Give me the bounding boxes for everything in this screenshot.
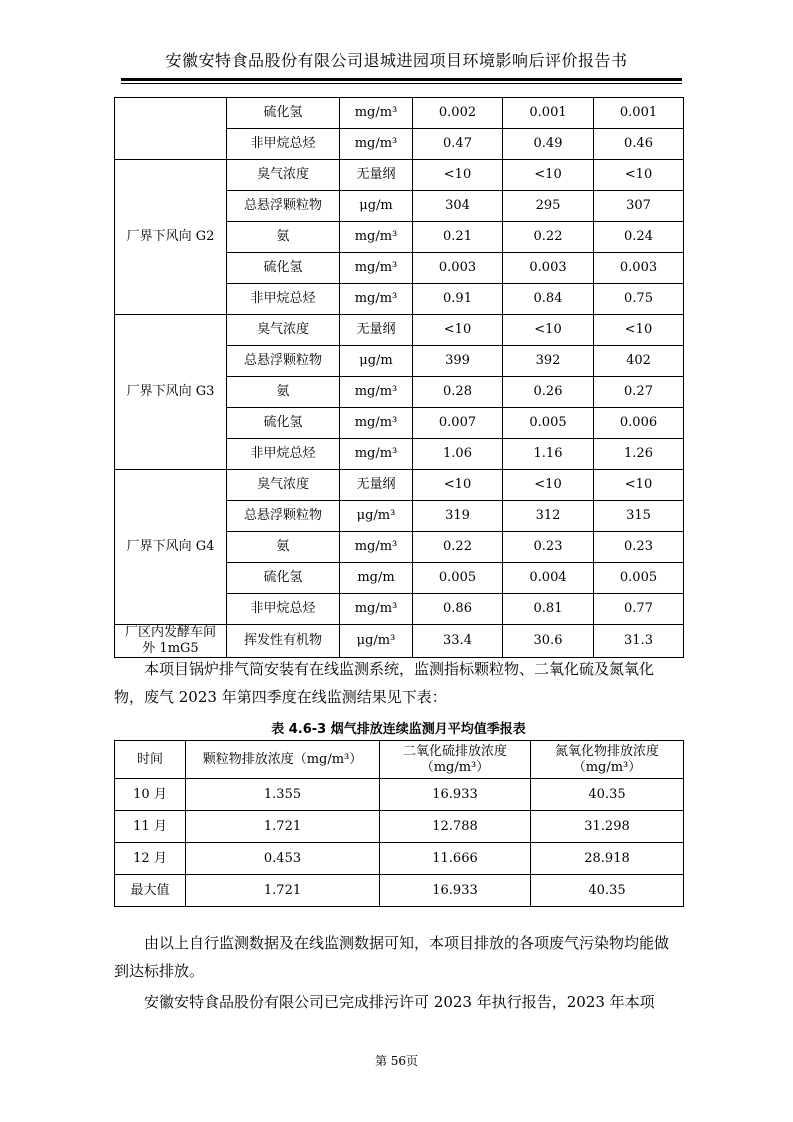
cell-v2: 0.005 bbox=[503, 408, 594, 439]
cell-v1: <10 bbox=[413, 160, 503, 191]
cell-v2: <10 bbox=[503, 160, 594, 191]
cell-item: 氨 bbox=[227, 532, 340, 563]
cell-item: 氨 bbox=[227, 377, 340, 408]
header-so2 bbox=[380, 741, 531, 779]
cell-unit: 无量纲 bbox=[340, 470, 413, 501]
cell-time: 最大值 bbox=[115, 875, 186, 907]
location-cell bbox=[115, 98, 227, 160]
table-row bbox=[115, 843, 684, 875]
cell-v3: 0.27 bbox=[594, 377, 684, 408]
cell-nox: 31.298 bbox=[531, 811, 684, 843]
cell-so2: 12.788 bbox=[380, 811, 531, 843]
cell-item: 非甲烷总烃 bbox=[227, 284, 340, 315]
cell-v1: 0.002 bbox=[413, 98, 503, 129]
cell-v3: 402 bbox=[594, 346, 684, 377]
cell-item: 硫化氢 bbox=[227, 98, 340, 129]
cell-v3: 315 bbox=[594, 501, 684, 532]
cell-unit: mg/m³ bbox=[340, 253, 413, 284]
cell-v2: 295 bbox=[503, 191, 594, 222]
cell-v1: 0.007 bbox=[413, 408, 503, 439]
cell-pm: 1.721 bbox=[186, 811, 380, 843]
cell-v1: <10 bbox=[413, 470, 503, 501]
cell-v3: 0.23 bbox=[594, 532, 684, 563]
cell-v3: 0.46 bbox=[594, 129, 684, 160]
cell-item: 臭气浓度 bbox=[227, 160, 340, 191]
cell-unit: mg/m³ bbox=[340, 377, 413, 408]
cell-v2: 0.001 bbox=[503, 98, 594, 129]
cell-unit: 无量纲 bbox=[340, 315, 413, 346]
cell-unit: mg/m³ bbox=[340, 222, 413, 253]
header-time: 时间 bbox=[115, 741, 186, 779]
cell-v1: 0.21 bbox=[413, 222, 503, 253]
cell-item: 非甲烷总烃 bbox=[227, 594, 340, 625]
cell-item: 挥发性有机物 bbox=[227, 625, 340, 658]
cell-v2: 0.26 bbox=[503, 377, 594, 408]
cell-item: 总悬浮颗粒物 bbox=[227, 191, 340, 222]
cell-v3: 1.26 bbox=[594, 439, 684, 470]
header-nox-line2: （mg/m³） bbox=[572, 759, 642, 775]
cell-so2: 16.933 bbox=[380, 875, 531, 907]
cell-item: 总悬浮颗粒物 bbox=[227, 501, 340, 532]
cell-v2: 0.84 bbox=[503, 284, 594, 315]
cell-v3: 0.003 bbox=[594, 253, 684, 284]
cell-v3: 0.006 bbox=[594, 408, 684, 439]
cell-time: 10 月 bbox=[115, 779, 186, 811]
cell-unit: mg/m³ bbox=[340, 439, 413, 470]
cell-unit: μg/m bbox=[340, 191, 413, 222]
header-so2-line2: （mg/m³） bbox=[420, 759, 490, 775]
cell-v1: 399 bbox=[413, 346, 503, 377]
paragraph-conclusion: 由以上自行监测数据及在线监测数据可知，本项目排放的各项废气污染物均能做到达标排放。 bbox=[114, 934, 670, 980]
cell-v2: 312 bbox=[503, 501, 594, 532]
paragraph-online-monitoring: 本项目锅炉排气筒安装有在线监测系统，监测指标颗粒物、二氧化硫及氮氧化物，废气 2023 年第四季度在线监测结果见下表： bbox=[114, 660, 655, 706]
cell-item: 总悬浮颗粒物 bbox=[227, 346, 340, 377]
cell-v3: <10 bbox=[594, 315, 684, 346]
cell-time: 11 月 bbox=[115, 811, 186, 843]
document-header-title: 安徽安特食品股份有限公司退城进园项目环境影响后评价报告书 bbox=[165, 51, 628, 70]
cell-v2: <10 bbox=[503, 315, 594, 346]
cell-v3: <10 bbox=[594, 470, 684, 501]
table-row bbox=[115, 470, 684, 501]
cell-v1: 33.4 bbox=[413, 625, 503, 658]
header-nox bbox=[531, 741, 684, 779]
cell-nox: 40.35 bbox=[531, 779, 684, 811]
cell-unit: μg/m³ bbox=[340, 625, 413, 658]
cell-v1: 0.86 bbox=[413, 594, 503, 625]
cell-nox: 28.918 bbox=[531, 843, 684, 875]
cell-v3: 0.24 bbox=[594, 222, 684, 253]
table-row bbox=[115, 779, 684, 811]
cell-unit: mg/m³ bbox=[340, 532, 413, 563]
cell-v3: 307 bbox=[594, 191, 684, 222]
cell-item: 非甲烷总烃 bbox=[227, 129, 340, 160]
flue-gas-table bbox=[114, 740, 684, 907]
cell-v3: 0.005 bbox=[594, 563, 684, 594]
location-cell: 厂界下风向 G2 bbox=[115, 160, 227, 315]
cell-v3: 0.77 bbox=[594, 594, 684, 625]
cell-v1: 0.28 bbox=[413, 377, 503, 408]
cell-v1: 0.005 bbox=[413, 563, 503, 594]
cell-item: 氨 bbox=[227, 222, 340, 253]
cell-v1: 0.003 bbox=[413, 253, 503, 284]
location-cell: 厂界下风向 G4 bbox=[115, 470, 227, 625]
cell-v2: 1.16 bbox=[503, 439, 594, 470]
cell-unit: 无量纲 bbox=[340, 160, 413, 191]
cell-so2: 11.666 bbox=[380, 843, 531, 875]
location-label-line2: 外 1mG5 bbox=[142, 641, 199, 656]
table-row bbox=[115, 315, 684, 346]
cell-unit: mg/m³ bbox=[340, 408, 413, 439]
table-row bbox=[115, 160, 684, 191]
cell-v2: <10 bbox=[503, 470, 594, 501]
cell-item: 臭气浓度 bbox=[227, 470, 340, 501]
header-rule-thin bbox=[121, 83, 682, 84]
cell-so2: 16.933 bbox=[380, 779, 531, 811]
cell-v1: <10 bbox=[413, 315, 503, 346]
cell-v2: 0.22 bbox=[503, 222, 594, 253]
cell-v3: 0.001 bbox=[594, 98, 684, 129]
header-so2-line1: 二氧化硫排放浓度 bbox=[402, 743, 507, 759]
cell-nox: 40.35 bbox=[531, 875, 684, 907]
cell-v1: 0.47 bbox=[413, 129, 503, 160]
cell-v3: 0.75 bbox=[594, 284, 684, 315]
cell-v1: 0.22 bbox=[413, 532, 503, 563]
table-row bbox=[115, 811, 684, 843]
cell-unit: mg/m³ bbox=[340, 594, 413, 625]
location-cell bbox=[115, 625, 227, 658]
cell-v2: 0.003 bbox=[503, 253, 594, 284]
cell-v3: 31.3 bbox=[594, 625, 684, 658]
cell-pm: 0.453 bbox=[186, 843, 380, 875]
location-cell: 厂界下风向 G3 bbox=[115, 315, 227, 470]
cell-unit: μg/m³ bbox=[340, 501, 413, 532]
cell-item: 硫化氢 bbox=[227, 408, 340, 439]
table-row bbox=[115, 875, 684, 907]
page-number: 第 56页 bbox=[374, 1054, 419, 1068]
cell-item: 臭气浓度 bbox=[227, 315, 340, 346]
cell-v3: <10 bbox=[594, 160, 684, 191]
table-row bbox=[115, 98, 684, 129]
cell-pm: 1.721 bbox=[186, 875, 380, 907]
cell-unit: mg/m³ bbox=[340, 98, 413, 129]
table-row bbox=[115, 625, 684, 658]
cell-item: 硫化氢 bbox=[227, 563, 340, 594]
cell-pm: 1.355 bbox=[186, 779, 380, 811]
cell-unit: μg/m bbox=[340, 346, 413, 377]
cell-time: 12 月 bbox=[115, 843, 186, 875]
cell-v1: 0.91 bbox=[413, 284, 503, 315]
header-pm: 颗粒物排放浓度（mg/m³） bbox=[186, 741, 380, 779]
cell-v1: 1.06 bbox=[413, 439, 503, 470]
cell-v1: 319 bbox=[413, 501, 503, 532]
cell-item: 硫化氢 bbox=[227, 253, 340, 284]
cell-unit: mg/m³ bbox=[340, 129, 413, 160]
flue-gas-header-row bbox=[115, 741, 684, 779]
cell-unit: mg/m bbox=[340, 563, 413, 594]
cell-v2: 0.81 bbox=[503, 594, 594, 625]
cell-v2: 0.004 bbox=[503, 563, 594, 594]
table-caption: 表 4.6-3 烟气排放连续监测月平均值季报表 bbox=[271, 722, 526, 737]
paragraph-permit: 安徽安特食品股份有限公司已完成排污许可 2023 年执行报告，2023 年本项 bbox=[144, 993, 655, 1011]
cell-v2: 392 bbox=[503, 346, 594, 377]
cell-v2: 0.23 bbox=[503, 532, 594, 563]
monitoring-table bbox=[114, 97, 684, 658]
cell-item: 非甲烷总烃 bbox=[227, 439, 340, 470]
header-rule-thick bbox=[121, 78, 682, 81]
cell-v2: 30.6 bbox=[503, 625, 594, 658]
cell-v2: 0.49 bbox=[503, 129, 594, 160]
cell-unit: mg/m³ bbox=[340, 284, 413, 315]
cell-v1: 304 bbox=[413, 191, 503, 222]
header-nox-line1: 氮氧化物排放浓度 bbox=[554, 743, 659, 759]
location-label-line1: 厂区内发酵车间 bbox=[124, 625, 216, 640]
